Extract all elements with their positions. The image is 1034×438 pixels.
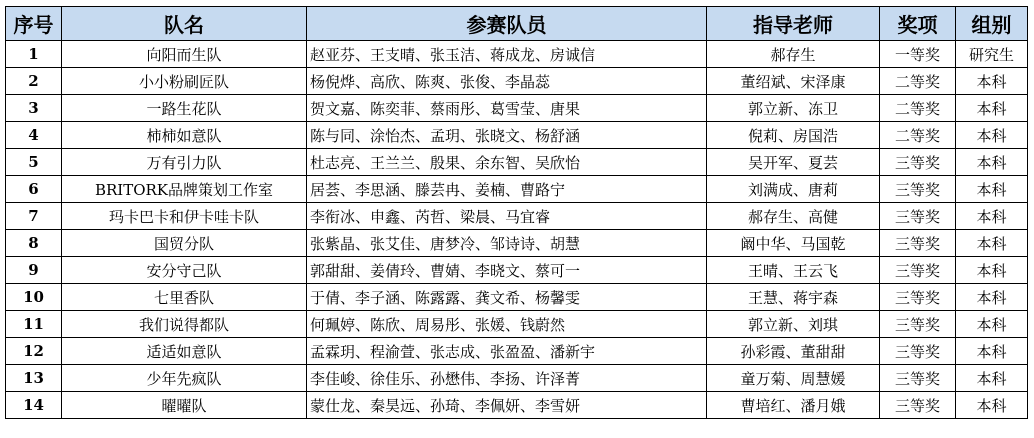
table-row xyxy=(6,176,1028,203)
cell-team-name: 七里香队 xyxy=(62,284,307,311)
table-row xyxy=(6,311,1028,338)
table-body xyxy=(6,41,1028,419)
cell-index: 14 xyxy=(6,392,62,419)
table-row xyxy=(6,68,1028,95)
cell-members: 陈与同、涂怡杰、孟玥、张晓文、杨舒涵 xyxy=(307,122,707,149)
cell-group: 本科 xyxy=(956,257,1028,284)
table-row xyxy=(6,95,1028,122)
header-award: 奖项 xyxy=(880,7,956,41)
cell-index: 1 xyxy=(6,41,62,68)
table-row xyxy=(6,230,1028,257)
cell-advisor: 倪莉、房国浩 xyxy=(707,122,880,149)
header-team-name: 队名 xyxy=(62,7,307,41)
cell-advisor: 董绍斌、宋泽康 xyxy=(707,68,880,95)
cell-members: 杨倪烨、高欣、陈爽、张俊、李晶蕊 xyxy=(307,68,707,95)
cell-members: 李佳峻、徐佳乐、孙懋伟、李扬、许泽菁 xyxy=(307,365,707,392)
cell-advisor: 阚中华、马国乾 xyxy=(707,230,880,257)
cell-award: 二等奖 xyxy=(880,95,956,122)
cell-team-name: 玛卡巴卡和伊卡哇卡队 xyxy=(62,203,307,230)
cell-index: 2 xyxy=(6,68,62,95)
cell-index: 9 xyxy=(6,257,62,284)
cell-advisor: 王晴、王云飞 xyxy=(707,257,880,284)
cell-award: 三等奖 xyxy=(880,203,956,230)
cell-members: 孟霖玥、程渝萱、张志成、张盈盈、潘新宇 xyxy=(307,338,707,365)
header-members: 参赛队员 xyxy=(307,7,707,41)
cell-award: 三等奖 xyxy=(880,392,956,419)
cell-index: 6 xyxy=(6,176,62,203)
cell-team-name: 向阳而生队 xyxy=(62,41,307,68)
cell-team-name: 曜曜队 xyxy=(62,392,307,419)
cell-group: 本科 xyxy=(956,365,1028,392)
cell-members: 蒙仕龙、秦昊远、孙琦、李佩妍、李雪妍 xyxy=(307,392,707,419)
cell-group: 本科 xyxy=(956,122,1028,149)
cell-award: 二等奖 xyxy=(880,122,956,149)
table-row xyxy=(6,41,1028,68)
cell-index: 13 xyxy=(6,365,62,392)
cell-index: 8 xyxy=(6,230,62,257)
table-row xyxy=(6,365,1028,392)
cell-team-name: BRITORK品牌策划工作室 xyxy=(62,176,307,203)
cell-award: 三等奖 xyxy=(880,149,956,176)
award-table xyxy=(5,6,1028,419)
table-row xyxy=(6,203,1028,230)
cell-group: 本科 xyxy=(956,68,1028,95)
cell-group: 本科 xyxy=(956,338,1028,365)
cell-award: 三等奖 xyxy=(880,365,956,392)
header-group: 组别 xyxy=(956,7,1028,41)
cell-group: 本科 xyxy=(956,149,1028,176)
cell-advisor: 曹培红、潘月娥 xyxy=(707,392,880,419)
cell-team-name: 我们说得都队 xyxy=(62,311,307,338)
cell-award: 三等奖 xyxy=(880,257,956,284)
cell-index: 4 xyxy=(6,122,62,149)
table-row xyxy=(6,392,1028,419)
table-row xyxy=(6,338,1028,365)
table-row xyxy=(6,257,1028,284)
cell-group: 本科 xyxy=(956,176,1028,203)
cell-team-name: 万有引力队 xyxy=(62,149,307,176)
header-advisor: 指导老师 xyxy=(707,7,880,41)
cell-team-name: 安分守己队 xyxy=(62,257,307,284)
cell-members: 杜志亮、王兰兰、殷果、余东智、吴欣怡 xyxy=(307,149,707,176)
cell-group: 本科 xyxy=(956,95,1028,122)
header-index: 序号 xyxy=(6,7,62,41)
table-row xyxy=(6,149,1028,176)
cell-group: 本科 xyxy=(956,230,1028,257)
cell-index: 11 xyxy=(6,311,62,338)
cell-advisor: 郭立新、冻卫 xyxy=(707,95,880,122)
cell-award: 三等奖 xyxy=(880,338,956,365)
cell-members: 李衔冰、申鑫、芮哲、梁晨、马宜睿 xyxy=(307,203,707,230)
cell-group: 本科 xyxy=(956,311,1028,338)
cell-advisor: 孙彩霞、董甜甜 xyxy=(707,338,880,365)
cell-advisor: 王慧、蒋宇森 xyxy=(707,284,880,311)
cell-advisor: 郝存生、高健 xyxy=(707,203,880,230)
cell-award: 三等奖 xyxy=(880,284,956,311)
cell-award: 三等奖 xyxy=(880,176,956,203)
cell-team-name: 一路生花队 xyxy=(62,95,307,122)
cell-group: 研究生 xyxy=(956,41,1028,68)
cell-index: 12 xyxy=(6,338,62,365)
cell-team-name: 小小粉刷匠队 xyxy=(62,68,307,95)
cell-advisor: 郭立新、刘琪 xyxy=(707,311,880,338)
cell-award: 三等奖 xyxy=(880,311,956,338)
cell-index: 10 xyxy=(6,284,62,311)
cell-advisor: 刘满成、唐莉 xyxy=(707,176,880,203)
table-row xyxy=(6,122,1028,149)
cell-members: 居荟、李思涵、滕芸冉、姜楠、曹路宁 xyxy=(307,176,707,203)
cell-advisor: 童万菊、周慧媛 xyxy=(707,365,880,392)
cell-members: 于倩、李子涵、陈露露、龚文希、杨馨雯 xyxy=(307,284,707,311)
cell-advisor: 吴开军、夏芸 xyxy=(707,149,880,176)
cell-members: 张紫晶、张艾佳、唐梦冷、邹诗诗、胡慧 xyxy=(307,230,707,257)
header-row xyxy=(6,7,1028,41)
cell-team-name: 少年先疯队 xyxy=(62,365,307,392)
table-header xyxy=(6,7,1028,41)
cell-index: 7 xyxy=(6,203,62,230)
cell-team-name: 适适如意队 xyxy=(62,338,307,365)
cell-advisor: 郝存生 xyxy=(707,41,880,68)
cell-award: 三等奖 xyxy=(880,230,956,257)
cell-index: 5 xyxy=(6,149,62,176)
cell-members: 赵亚芬、王支晴、张玉洁、蒋成龙、房诚信 xyxy=(307,41,707,68)
cell-members: 何珮婷、陈欣、周易彤、张媛、钱蔚然 xyxy=(307,311,707,338)
cell-members: 郭甜甜、姜倩玲、曹婧、李晓文、蔡可一 xyxy=(307,257,707,284)
cell-team-name: 柿柿如意队 xyxy=(62,122,307,149)
cell-team-name: 国贸分队 xyxy=(62,230,307,257)
cell-group: 本科 xyxy=(956,284,1028,311)
cell-members: 贺文嘉、陈奕菲、蔡雨彤、葛雪莹、唐果 xyxy=(307,95,707,122)
cell-group: 本科 xyxy=(956,392,1028,419)
cell-index: 3 xyxy=(6,95,62,122)
cell-group: 本科 xyxy=(956,203,1028,230)
cell-award: 二等奖 xyxy=(880,68,956,95)
cell-award: 一等奖 xyxy=(880,41,956,68)
table-row xyxy=(6,284,1028,311)
